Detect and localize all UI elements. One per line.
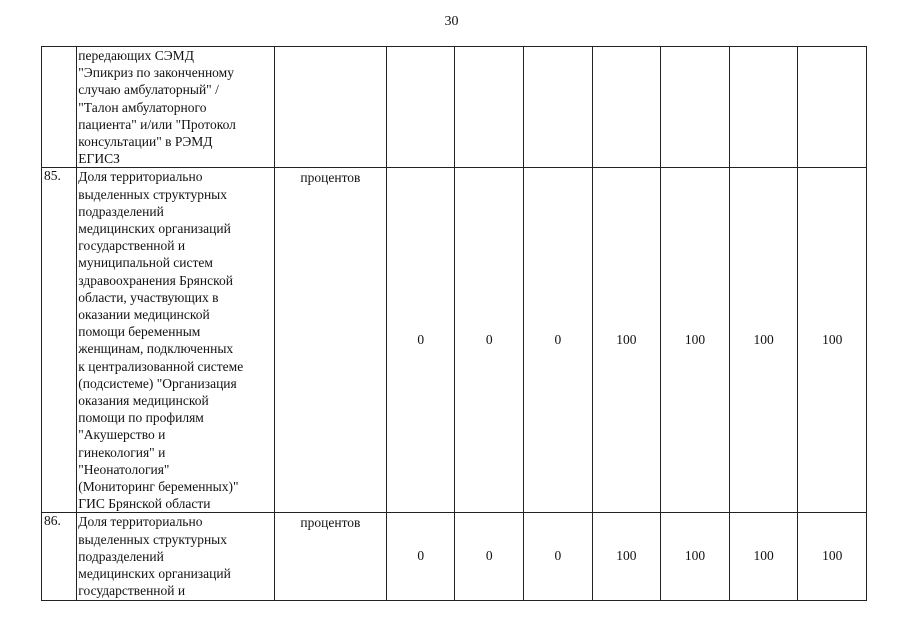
value-cell: 0 [524,168,593,513]
value-cell [455,47,524,168]
indicators-table [41,46,867,601]
description-line: случаю амбулаторный" / [78,82,219,98]
value-cell: 100 [661,168,730,513]
description-line: государственной и [78,238,186,254]
value-cell [592,47,661,168]
description-line: медицинских организаций [78,566,231,582]
value-cell: 100 [798,513,867,600]
description-line: подразделений [78,203,164,219]
description-line: медицинских организаций [78,221,231,237]
description-line: ГИС Брянской области [78,496,211,512]
description-line: области, участвующих в [78,289,219,305]
description-line: Доля территориально [78,514,203,530]
description-line: оказании медицинской [78,307,210,323]
description-line: помощи по профилям [78,410,204,426]
value-cell: 0 [524,513,593,600]
value-cell: 0 [386,513,455,600]
row-number [42,47,77,168]
value-cell: 100 [661,513,730,600]
table-row [42,168,867,513]
description-line: муниципальной систем [78,255,213,271]
description-line: выделенных структурных [78,531,228,547]
description-line: оказания медицинской [78,393,209,409]
description-line: "Акушерство и [78,427,166,443]
description-line: гинекология" и [78,444,166,460]
description-line: передающих СЭМД [78,48,194,63]
description-line: подразделений [78,548,164,564]
page-number: 30 [444,14,459,29]
description-line: (подсистеме) "Организация [78,375,237,391]
value-cell: 0 [455,513,524,600]
description-line: "Эпикриз по законченному [78,65,234,81]
description-line: помощи беременным [78,324,201,340]
value-cell [386,47,455,168]
description-line: здравоохранения Брянской [78,272,233,288]
value-cell: 100 [729,513,798,600]
value-cell [729,47,798,168]
description-line: выделенных структурных [78,186,228,202]
table-row [42,513,867,600]
indicator-description [77,47,275,168]
description-line: ЕГИСЗ [78,151,120,167]
unit-cell [274,47,386,168]
description-line: пациента" и/или "Протокол [78,116,236,132]
value-cell: 100 [592,513,661,600]
indicator-description [77,168,275,513]
indicator-description [77,513,275,600]
description-line: "Неонатология" [78,461,170,477]
row-number: 85. [42,168,77,513]
table-row [42,47,867,168]
description-line: Доля территориально [78,169,203,185]
unit-cell: процентов [274,513,386,600]
value-cell [661,47,730,168]
description-line: к централизованной системе [78,358,244,374]
description-line: государственной и [78,583,186,599]
value-cell [798,47,867,168]
description-line: "Талон амбулаторного [78,99,207,115]
unit-cell: процентов [274,168,386,513]
description-line: женщинам, подключенных [78,341,234,357]
value-cell: 100 [798,168,867,513]
row-number: 86. [42,513,77,600]
description-line: консультации" в РЭМД [78,134,213,150]
value-cell: 100 [592,168,661,513]
value-cell [524,47,593,168]
value-cell: 100 [729,168,798,513]
value-cell: 0 [386,168,455,513]
description-line: (Мониторинг беременных)" [78,479,239,495]
value-cell: 0 [455,168,524,513]
